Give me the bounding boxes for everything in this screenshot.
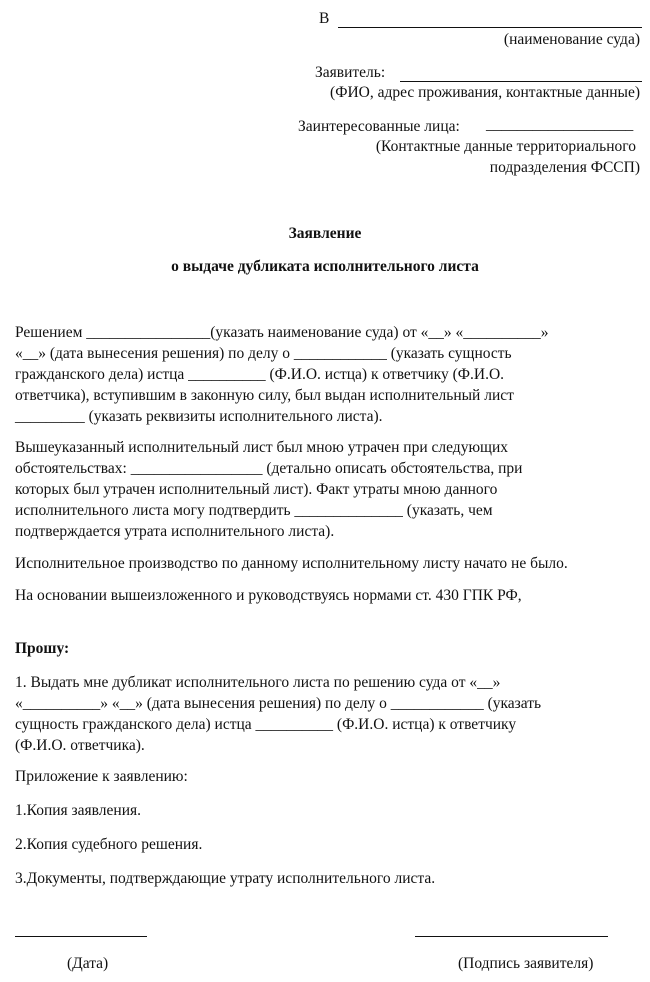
court-caption: (наименование суда) — [503, 31, 640, 48]
request-line: 1. Выдать мне дубликат исполнительного листа по решению суда от «__» — [15, 674, 501, 691]
paragraph-basis: На основании вышеизложенного и руководствуясь нормами ст. 430 ГПК РФ, — [15, 587, 522, 604]
interested-label: Заинтересованные лица: — [298, 118, 460, 135]
paragraph-line: исполнительного листа могу подтвердить ______________ (указать, чем — [15, 502, 493, 519]
date-caption: (Дата) — [67, 955, 109, 972]
request-line: (Ф.И.О. ответчика). — [15, 737, 145, 754]
attachment-item: 1.Копия заявления. — [15, 802, 141, 819]
paragraph-line: Решением ________________(указать наименование суда) от «__» «__________» — [15, 324, 549, 341]
interested-caption-2: подразделения ФССП) — [489, 159, 640, 176]
document-title: Заявление — [288, 225, 362, 242]
court-name-line — [338, 27, 642, 28]
court-prefix: В — [319, 10, 330, 27]
applicant-line — [400, 81, 642, 82]
request-heading: Прошу: — [15, 640, 70, 657]
request-line: сущность гражданского дела) истца __________ (Ф.И.О. истца) к ответчику — [15, 716, 517, 733]
paragraph-proceedings: Исполнительное производство по данному исполнительному листу начато не было. — [15, 555, 568, 572]
paragraph-line: обстоятельствах: _________________ (детально описать обстоятельства, при — [15, 460, 523, 477]
paragraph-line: _________ (указать реквизиты исполнительного листа). — [15, 408, 383, 425]
request-line: «__________» «__» (дата вынесения решения) по делу о ____________ (указать — [15, 695, 542, 712]
date-line — [15, 936, 147, 937]
signature-caption: (Подпись заявителя) — [458, 955, 594, 972]
paragraph-line: ответчика), вступившим в законную силу, был выдан исполнительный лист — [15, 387, 514, 404]
interested-caption-1: (Контактные данные территориального — [375, 138, 636, 155]
paragraph-decision — [15, 322, 640, 427]
signature-line — [415, 936, 608, 937]
paragraph-line: подтверждается утрата исполнительного листа). — [15, 523, 335, 540]
document-subtitle: о выдаче дубликата исполнительного листа — [171, 258, 479, 275]
applicant-caption: (ФИО, адрес проживания, контактные данные) — [330, 84, 640, 101]
attachment-item: 2.Копия судебного решения. — [15, 836, 203, 853]
attachment-item: 3.Документы, подтверждающие утрату исполнительного листа. — [15, 870, 436, 887]
paragraph-line: гражданского дела) истца __________ (Ф.И.О. истца) к ответчику (Ф.И.О. — [15, 366, 505, 383]
attachments-heading: Приложение к заявлению: — [15, 768, 188, 785]
paragraph-line: Вышеуказанный исполнительный лист был мною утрачен при следующих — [15, 439, 509, 456]
paragraph-line: «__» (дата вынесения решения) по делу о ____________ (указать сущность — [15, 345, 512, 362]
paragraph-loss — [15, 437, 640, 542]
interested-line: ___________________ — [486, 116, 634, 133]
applicant-label: Заявитель: — [315, 64, 386, 81]
paragraph-line: которых был утрачен исполнительный лист). Факт утраты мною данного — [15, 481, 498, 498]
request-item-1 — [15, 672, 640, 756]
